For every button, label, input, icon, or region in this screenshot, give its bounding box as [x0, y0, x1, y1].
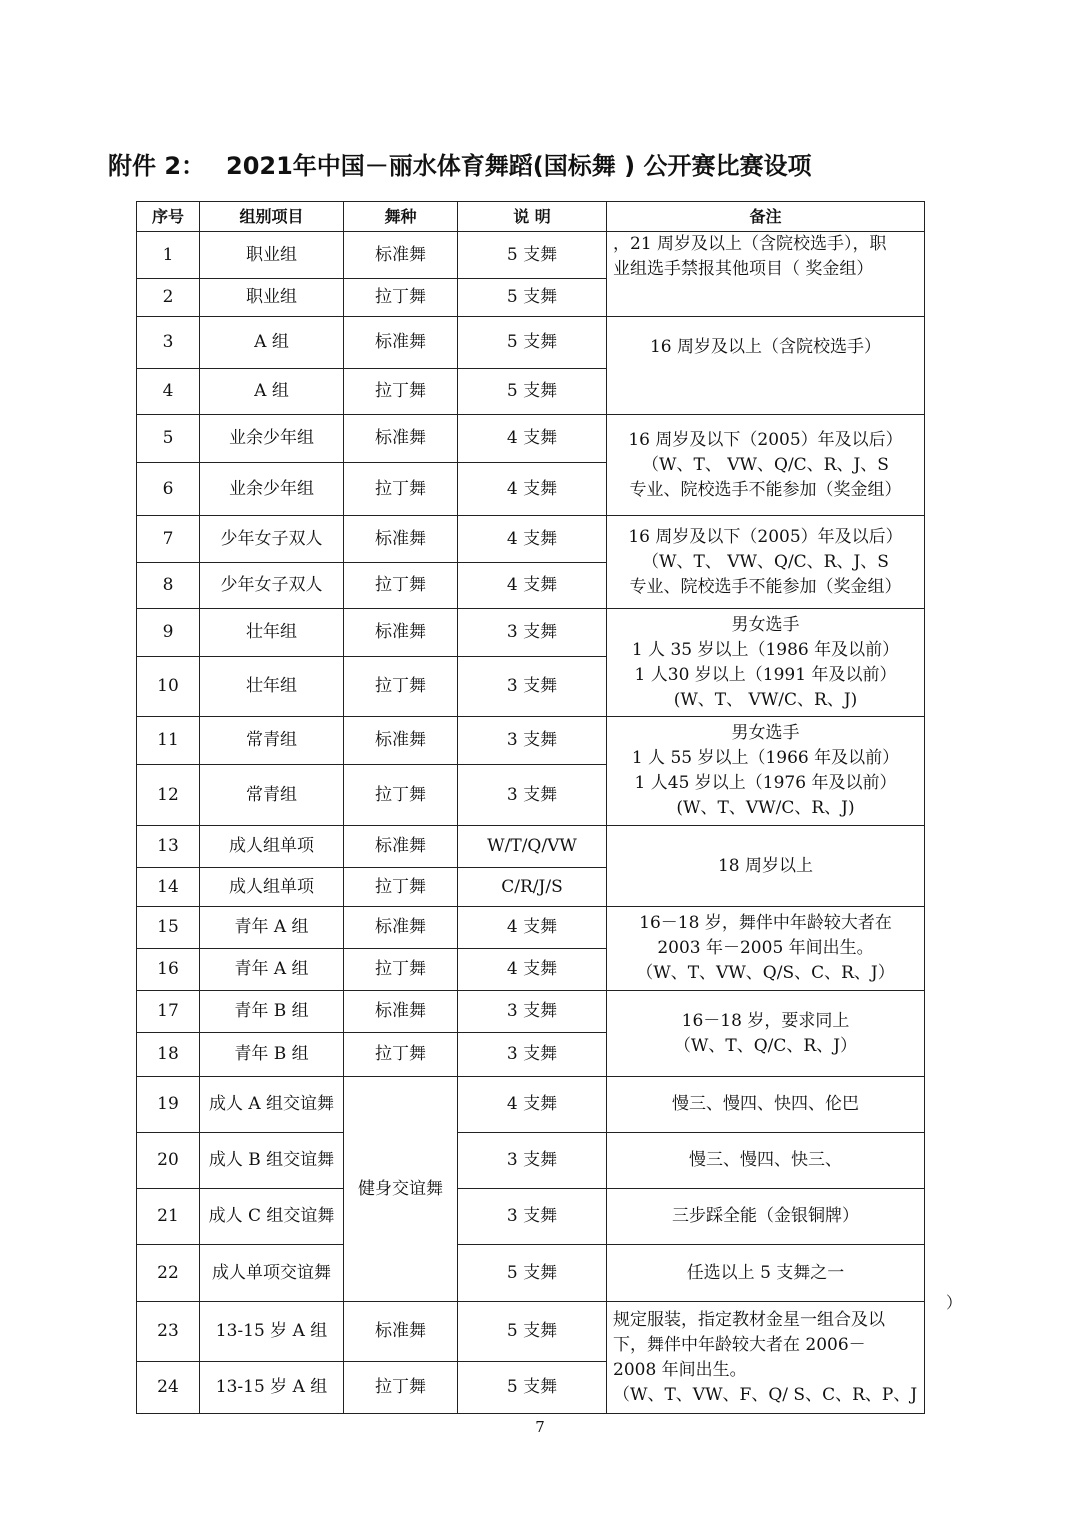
row-dance: 标准舞 — [344, 516, 458, 563]
row-group: 职业组 — [200, 232, 344, 279]
row-dance: 健身交谊舞 — [344, 1077, 458, 1302]
attachment-label: 附件 2： — [108, 152, 206, 180]
note-line: （W、T、VW、F、Q/ S、C、R、P、J — [613, 1384, 918, 1405]
row-desc: 4 支舞 — [458, 563, 607, 609]
note-line: （W、T、Q/C、R、J） — [673, 1035, 858, 1056]
table-row — [137, 1302, 925, 1362]
row-dance: 拉丁舞 — [344, 765, 458, 826]
page-title — [108, 146, 1008, 186]
table-row — [137, 991, 925, 1033]
table-row — [137, 609, 925, 657]
row-dance: 拉丁舞 — [344, 463, 458, 516]
note-line: 下，舞伴中年龄较大者在 2006－ — [613, 1334, 866, 1355]
note-line: 1 人30 岁以上（1991 年及以前） — [634, 664, 897, 685]
row-group: A 组 — [200, 317, 344, 369]
events-table — [136, 201, 925, 1414]
table-row — [137, 1189, 925, 1245]
row-desc: 3 支舞 — [458, 657, 607, 717]
header-notes: 备注 — [607, 202, 925, 232]
row-note: 慢三、慢四、快三、 — [607, 1133, 925, 1189]
row-dance: 标准舞 — [344, 317, 458, 369]
note-line: 16 周岁及以下（2005）年及以后） — [628, 526, 903, 547]
row-desc: 5 支舞 — [458, 1362, 607, 1414]
row-group: 青年 A 组 — [200, 949, 344, 991]
row-group: 少年女子双人 — [200, 516, 344, 563]
row-no: 7 — [137, 516, 200, 563]
row-desc: 3 支舞 — [458, 765, 607, 826]
row-desc: W/T/Q/VW — [458, 826, 607, 868]
row-desc: 3 支舞 — [458, 1189, 607, 1245]
row-desc: 3 支舞 — [458, 991, 607, 1033]
row-dance: 标准舞 — [344, 991, 458, 1033]
row-group: 成人 B 组交谊舞 — [200, 1133, 344, 1189]
row-group: 成人 A 组交谊舞 — [200, 1077, 344, 1133]
table-row — [137, 232, 925, 279]
row-no: 17 — [137, 991, 200, 1033]
table-row — [137, 317, 925, 369]
row-group: A 组 — [200, 369, 344, 415]
row-dance: 标准舞 — [344, 232, 458, 279]
row-group: 13-15 岁 A 组 — [200, 1362, 344, 1414]
header-dance: 舞种 — [344, 202, 458, 232]
row-note — [607, 1302, 925, 1414]
note-line: 2008 年间出生。 — [613, 1359, 747, 1380]
note-line: ，21 周岁及以上（含院校选手），职 — [613, 234, 887, 254]
row-dance: 拉丁舞 — [344, 279, 458, 317]
row-note — [607, 516, 925, 609]
row-desc: 5 支舞 — [458, 279, 607, 317]
table-row — [137, 826, 925, 868]
note-line: 2003 年－2005 年间出生。 — [657, 938, 874, 958]
row-no: 19 — [137, 1077, 200, 1133]
row-desc: 4 支舞 — [458, 516, 607, 563]
row-dance: 标准舞 — [344, 717, 458, 765]
note-line: 1 人 35 岁以上（1986 年及以前） — [631, 639, 900, 660]
row-no: 16 — [137, 949, 200, 991]
row-note: 三步踩全能（金银铜牌） — [607, 1189, 925, 1245]
row-note — [607, 907, 925, 991]
title-text: 2021年中国－丽水体育舞蹈(国标舞 ) 公开赛比赛设项 — [226, 152, 812, 180]
table-row — [137, 1245, 925, 1302]
row-dance: 拉丁舞 — [344, 1033, 458, 1077]
note-line: 男女选手 — [731, 723, 800, 743]
row-no: 24 — [137, 1362, 200, 1414]
row-group: 业余少年组 — [200, 463, 344, 516]
page-number: 7 — [535, 1418, 545, 1436]
note-line: 16－18 岁，舞伴中年龄较大者在 — [639, 913, 892, 933]
row-no: 21 — [137, 1189, 200, 1245]
row-group: 青年 B 组 — [200, 991, 344, 1033]
row-desc: 3 支舞 — [458, 609, 607, 657]
row-no: 8 — [137, 563, 200, 609]
note-line: 16－18 岁，要求同上 — [681, 1010, 850, 1031]
row-desc: 4 支舞 — [458, 1077, 607, 1133]
row-no: 20 — [137, 1133, 200, 1189]
row-group: 壮年组 — [200, 657, 344, 717]
row-no: 15 — [137, 907, 200, 949]
note-line: 男女选手 — [731, 614, 800, 635]
row-no: 3 — [137, 317, 200, 369]
row-note — [607, 415, 925, 516]
row-dance: 拉丁舞 — [344, 657, 458, 717]
row-dance: 标准舞 — [344, 415, 458, 463]
row-group: 青年 A 组 — [200, 907, 344, 949]
row-group: 常青组 — [200, 717, 344, 765]
row-dance: 标准舞 — [344, 609, 458, 657]
row-desc: 5 支舞 — [458, 1302, 607, 1362]
row-note — [607, 991, 925, 1077]
stray-paren: ） — [946, 1293, 963, 1312]
row-group: 成人组单项 — [200, 868, 344, 907]
header-group: 组别项目 — [200, 202, 344, 232]
header-desc: 说 明 — [458, 202, 607, 232]
row-desc: 4 支舞 — [458, 463, 607, 516]
row-no: 2 — [137, 279, 200, 317]
row-group: 少年女子双人 — [200, 563, 344, 609]
row-note: 18 周岁以上 — [607, 826, 925, 907]
row-note — [607, 232, 925, 317]
row-group: 职业组 — [200, 279, 344, 317]
row-group: 13-15 岁 A 组 — [200, 1302, 344, 1362]
table-row — [137, 1077, 925, 1133]
row-dance: 标准舞 — [344, 826, 458, 868]
row-no: 10 — [137, 657, 200, 717]
row-desc: 5 支舞 — [458, 317, 607, 369]
row-desc: 5 支舞 — [458, 1245, 607, 1302]
note-line: （W、T、VW、Q/S、C、R、J） — [636, 963, 895, 983]
row-note: 慢三、慢四、快四、伦巴 — [607, 1077, 925, 1133]
row-dance: 标准舞 — [344, 907, 458, 949]
row-no: 9 — [137, 609, 200, 657]
note-line: （W、T、 VW、Q/C、R、J、S — [642, 454, 889, 475]
note-line: 专业、院校选手不能参加（奖金组） — [629, 479, 902, 500]
row-desc: 4 支舞 — [458, 907, 607, 949]
row-no: 22 — [137, 1245, 200, 1302]
row-no: 4 — [137, 369, 200, 415]
row-dance: 拉丁舞 — [344, 868, 458, 907]
row-group: 业余少年组 — [200, 415, 344, 463]
row-desc: 4 支舞 — [458, 415, 607, 463]
row-desc: 3 支舞 — [458, 1033, 607, 1077]
row-group: 壮年组 — [200, 609, 344, 657]
row-note — [607, 609, 925, 717]
row-no: 5 — [137, 415, 200, 463]
row-no: 12 — [137, 765, 200, 826]
table-row — [137, 717, 925, 765]
row-group: 青年 B 组 — [200, 1033, 344, 1077]
row-group: 成人组单项 — [200, 826, 344, 868]
row-desc: 4 支舞 — [458, 949, 607, 991]
row-no: 11 — [137, 717, 200, 765]
row-dance: 拉丁舞 — [344, 949, 458, 991]
row-dance: 拉丁舞 — [344, 563, 458, 609]
row-no: 1 — [137, 232, 200, 279]
note-line: 业组选手禁报其他项目（ 奖金组） — [613, 259, 874, 279]
note-line: 规定服装，指定教材金星一组合及以 — [613, 1309, 885, 1330]
note-line: 16 周岁及以下（2005）年及以后） — [628, 429, 903, 450]
note-line: (W、T、 VW/C、R、J) — [673, 689, 858, 710]
note-line: 专业、院校选手不能参加（奖金组） — [629, 576, 902, 597]
row-desc: 5 支舞 — [458, 232, 607, 279]
table-row — [137, 1133, 925, 1189]
row-desc: C/R/J/S — [458, 868, 607, 907]
row-note: 任选以上 5 支舞之一 — [607, 1245, 925, 1302]
table-row — [137, 516, 925, 563]
row-note — [607, 717, 925, 826]
table-row — [137, 415, 925, 463]
row-dance: 拉丁舞 — [344, 369, 458, 415]
row-no: 6 — [137, 463, 200, 516]
header-no: 序号 — [137, 202, 200, 232]
row-no: 14 — [137, 868, 200, 907]
row-group: 常青组 — [200, 765, 344, 826]
note-line: （W、T、 VW、Q/C、R、J、S — [642, 551, 889, 572]
note-line: 1 人45 岁以上（1976 年及以前） — [634, 773, 897, 793]
row-dance: 标准舞 — [344, 1302, 458, 1362]
note-line: (W、T、VW/C、R、J) — [676, 798, 855, 818]
table-row — [137, 907, 925, 949]
row-desc: 3 支舞 — [458, 1133, 607, 1189]
row-no: 13 — [137, 826, 200, 868]
row-desc: 5 支舞 — [458, 369, 607, 415]
note-line: 1 人 55 岁以上（1966 年及以前） — [631, 748, 900, 768]
table-header-row — [137, 202, 925, 232]
row-note: 16 周岁及以上（含院校选手） — [607, 317, 925, 415]
row-group: 成人 C 组交谊舞 — [200, 1189, 344, 1245]
row-desc: 3 支舞 — [458, 717, 607, 765]
row-no: 18 — [137, 1033, 200, 1077]
row-no: 23 — [137, 1302, 200, 1362]
row-dance: 拉丁舞 — [344, 1362, 458, 1414]
row-group: 成人单项交谊舞 — [200, 1245, 344, 1302]
